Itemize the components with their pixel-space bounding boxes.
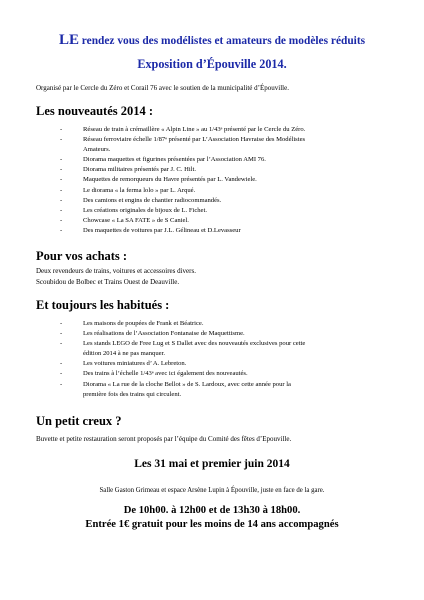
list-item — [60, 380, 305, 390]
list-item-text: Réseau de train à crémaillère « Alpin Line » au 1/43ᵉ présenté par le Cercle du Zéro. — [83, 126, 306, 133]
list-item — [60, 135, 305, 145]
heading-creux: Un petit creux ? — [36, 414, 122, 428]
event-entry-price: Entrée 1€ gratuit pour les moins de 14 ans accompagnés — [85, 519, 339, 530]
creux-text: Buvette et petite restauration seront proposés par l’équipe du Comité des fêtes d’Epouville. — [36, 435, 292, 443]
list-item-text: Diorama maquettes et figurines présentées par l’Association AMI 76. — [83, 156, 266, 164]
list-item — [60, 206, 305, 216]
list-item-text: Des trains à l’échelle 1/43ᵉ avec ici également des nouveautés. — [83, 370, 248, 378]
bullet-dash: - — [60, 320, 63, 327]
event-venue: Salle Gaston Grimeau et espace Arsène Lupin à Épouville, juste en face de la gare. — [99, 487, 325, 494]
list-item — [60, 319, 305, 329]
list-item-text: Diorama « La rue de la cloche Bellot » de S. Lardoux, avec cette année pour la — [83, 380, 291, 388]
list-item-text: première fois des trains qui circulent. — [83, 390, 182, 398]
list-item-text: Des camions et engins de chantier radiocommandés. — [83, 196, 222, 204]
list-item — [60, 349, 305, 359]
list-habitues — [60, 319, 305, 400]
list-item-text: Amateurs. — [83, 146, 111, 154]
list-item-text: Les réalisations de l’Association Fontanaise de Maquettisme. — [83, 330, 245, 338]
event-hours: De 10h00. à 12h00 et de 13h30 à 18h00. — [123, 505, 301, 516]
list-item-text: Les créations originales de bijoux de L. Fichet. — [83, 206, 207, 214]
bullet-dash: - — [60, 156, 63, 164]
list-item-text: Réseau ferroviaire échelle 1/87ᵉ présenté par L’Association Havraise des Modélistes — [83, 136, 306, 144]
bullet-dash: - — [60, 176, 63, 184]
page-title — [36, 33, 388, 49]
event-dates: Les 31 mai et premier juin 2014 — [134, 458, 290, 470]
title-rest: rendez vous des modélistes et amateurs de modèles réduits — [78, 35, 366, 47]
list-item — [60, 359, 305, 369]
list-item-text: Le diorama « la ferma lolo » par L. Arqué. — [83, 186, 196, 194]
bullet-dash: - — [60, 216, 63, 224]
bullet-dash: - — [60, 380, 63, 388]
bullet-dash: - — [60, 196, 63, 204]
list-nouveautes — [60, 125, 305, 236]
list-item-text: Les stands LEGO de Free Lug et S Dallet avec des nouveautés exclusives pour cette — [83, 340, 306, 348]
list-item-text: édition 2014 à ne pas manquer. — [83, 350, 166, 358]
bullet-dash: - — [60, 186, 63, 194]
list-item — [60, 390, 305, 400]
list-item — [60, 145, 305, 155]
bullet-dash: - — [60, 206, 63, 214]
bullet-dash: - — [60, 330, 63, 338]
list-item — [60, 369, 305, 379]
title-prefix: LE — [58, 32, 79, 48]
list-item — [60, 155, 305, 165]
event-hours-block — [36, 504, 388, 532]
achats-line: Deux revendeurs de trains, voitures et accessoires divers. — [36, 267, 196, 275]
list-item-text: Les voitures miniatures d’ A. Lebreton. — [83, 360, 187, 368]
heading-nouveautes: Les nouveautés 2014 : — [36, 104, 154, 118]
list-item-text: Maquettes de remorqueurs du Havre présentés par L. Vandewiele. — [83, 176, 257, 184]
list-item-text: Chowcase « La SA FATE » de S Caniel. — [83, 216, 189, 224]
bullet-dash: - — [60, 340, 63, 348]
bullet-dash: - — [60, 360, 63, 368]
list-item — [60, 339, 305, 349]
bullet-dash: - — [60, 166, 63, 174]
list-item-text: Diorama militaires présentés par J. C. Hilt. — [83, 166, 196, 174]
list-item — [60, 329, 305, 339]
list-item — [60, 216, 305, 226]
list-item — [60, 125, 305, 135]
list-item-text: Des maquettes de voitures par J.L. Gélineau et D.Levasseur — [83, 226, 241, 234]
list-item-text: Les maisons de poupées de Frank et Béatrice. — [83, 320, 204, 327]
heading-achats: Pour vos achats : — [36, 249, 128, 263]
list-item — [60, 196, 305, 206]
achats-line: Scoubidou de Bolbec et Trains Ouest de Deauville. — [36, 278, 180, 286]
bullet-dash: - — [60, 126, 63, 133]
bullet-dash: - — [60, 136, 63, 144]
list-item — [60, 226, 305, 236]
page-subtitle: Exposition d’Épouville 2014. — [137, 57, 287, 71]
heading-habitues: Et toujours les habitués : — [36, 298, 170, 312]
intro-text: Organisé par le Cercle du Zéro et Corail 76 avec le soutien de la municipalité d’Épouville. — [36, 84, 289, 92]
bullet-dash: - — [60, 226, 63, 234]
bullet-dash: - — [60, 370, 63, 378]
list-item — [60, 165, 305, 175]
list-item — [60, 175, 305, 185]
list-item — [60, 186, 305, 196]
